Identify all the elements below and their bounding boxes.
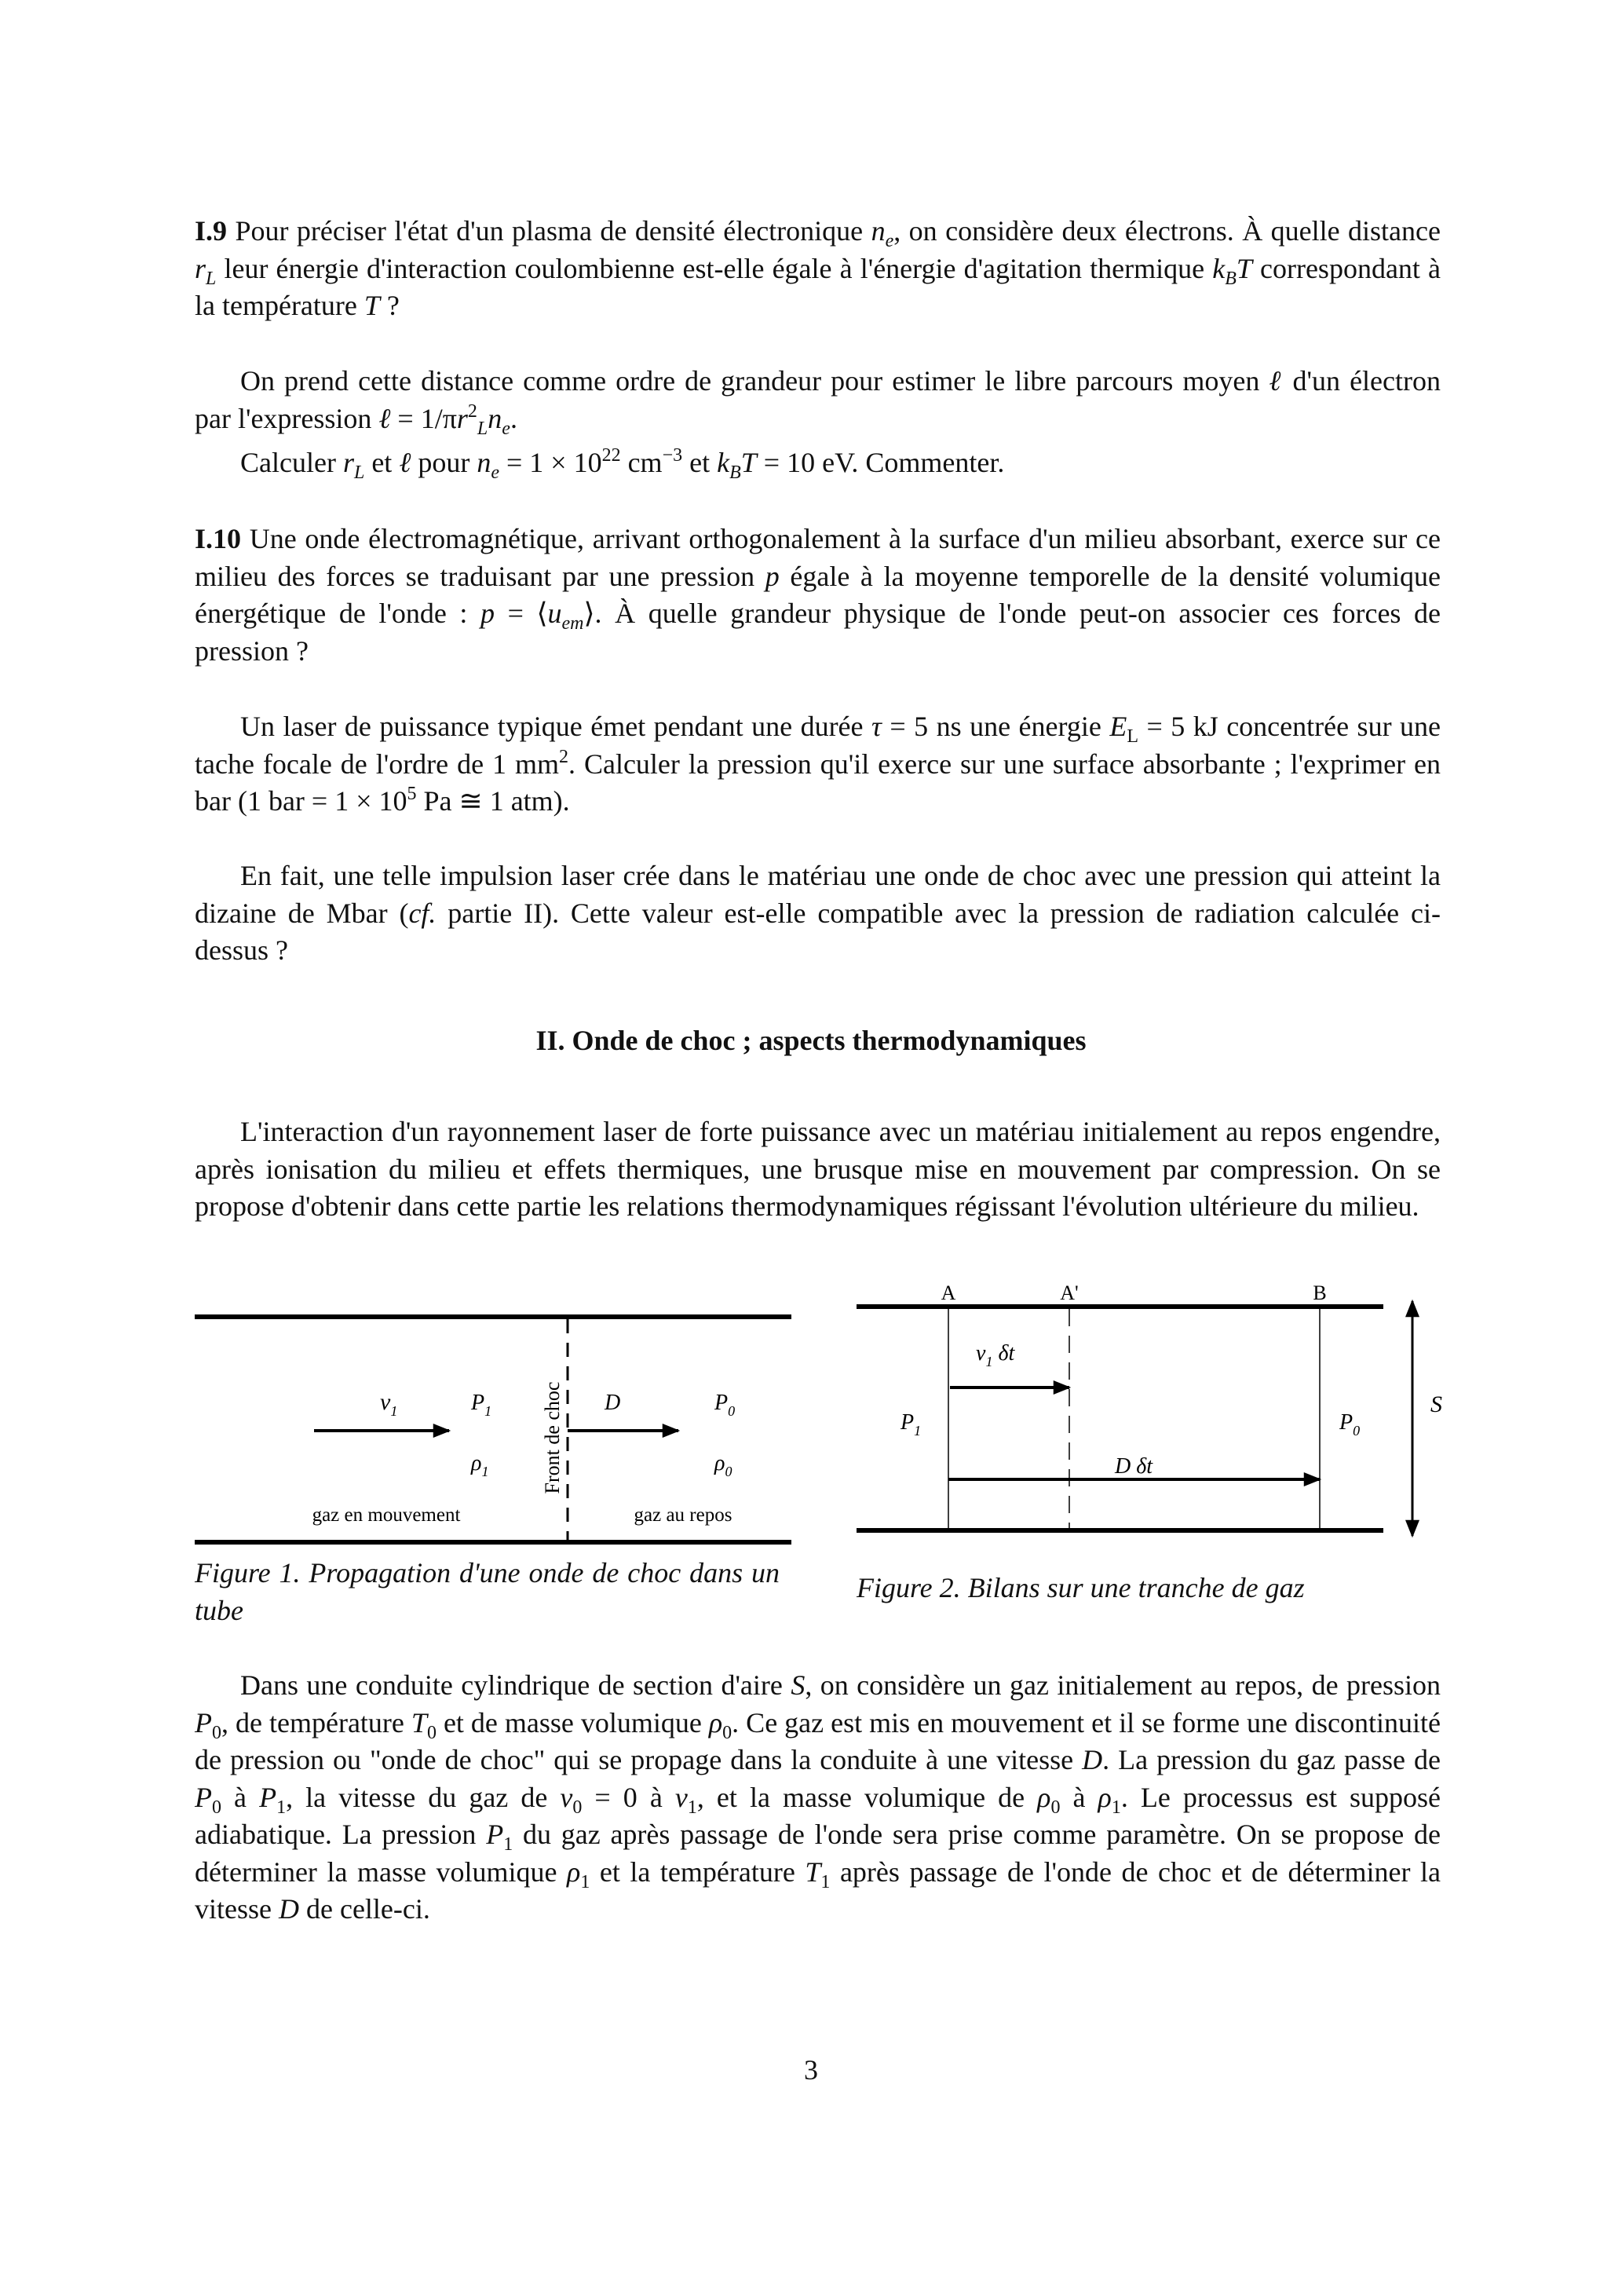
- text-segment: P: [259, 1781, 277, 1813]
- text-segment: ℓ: [399, 447, 411, 478]
- laser-paragraph: [195, 708, 1441, 821]
- S-label: S: [1430, 1391, 1442, 1417]
- text-segment: em: [561, 613, 584, 634]
- text-segment: 22: [601, 445, 621, 466]
- text-segment: et la température: [590, 1855, 806, 1888]
- text-segment: Dans une conduite cylindrique de section d'aire: [240, 1669, 791, 1701]
- text-segment: Calculer: [240, 447, 343, 478]
- text-segment: B: [729, 462, 741, 483]
- text-segment: Pour préciser l'état d'un plasma de densité électronique: [227, 215, 871, 247]
- text-segment: 0: [426, 1722, 437, 1743]
- P0-label: $P_0$: [1339, 1410, 1361, 1439]
- text-segment: e: [491, 462, 499, 483]
- text-segment: 1: [820, 1871, 831, 1892]
- text-segment: égale à la moyenne temporelle de la densité volumique énergétique de l'onde :: [195, 560, 1441, 629]
- text-segment: ?: [379, 290, 400, 321]
- text-segment: On prend cette distance comme ordre de grandeur pour estimer le libre parcours moyen: [240, 365, 1269, 397]
- text-segment: = 10 eV. Commenter.: [756, 447, 1005, 478]
- setup-paragraph: [195, 1667, 1441, 1929]
- text-segment: du gaz après passage de l'onde sera prise comme paramètre. On se propose de déterminer la masse volumique: [195, 1819, 1441, 1888]
- shock-front-label: Front de choc: [541, 1381, 564, 1494]
- text-segment: ℓ: [378, 402, 391, 434]
- text-segment: à: [1060, 1781, 1098, 1813]
- text-segment: 0: [722, 1722, 732, 1743]
- text-segment: correspondant à la température: [195, 252, 1441, 321]
- text-segment: r: [456, 402, 468, 434]
- text-segment: = 1/π: [390, 402, 457, 434]
- text-segment: pour: [411, 447, 477, 478]
- figure-2-caption: Figure 2. Bilans sur une tranche de gaz: [857, 1572, 1305, 1603]
- P0-label: $P_0$: [714, 1391, 736, 1419]
- text-segment: Un laser de puissance typique émet pendant une durée: [240, 711, 871, 742]
- Ddt-label: D δt: [1115, 1454, 1153, 1479]
- text-segment: = ⟨: [495, 598, 548, 629]
- text-segment: u: [547, 598, 562, 629]
- text-segment: et de masse volumique: [436, 1706, 709, 1738]
- text-segment: cm: [620, 447, 663, 478]
- text-segment: . Calculer la pression qu'il exerce sur une surface absorbante ; l'exprimer en bar (1 bar = 1 × 10: [195, 748, 1441, 817]
- text-segment: p: [765, 560, 780, 592]
- text-segment: ρ: [1037, 1781, 1051, 1813]
- text-segment: ⟩. À quelle grandeur physique de l'onde peut-on associer ces forces de pression ?: [195, 598, 1441, 667]
- text-segment: leur énergie d'interaction coulombienne est-elle égale à l'énergie d'agitation thermique: [216, 252, 1213, 284]
- text-segment: , on considère un gaz initialement au repos, de pression: [805, 1669, 1441, 1701]
- mean-free-path-paragraph: [195, 363, 1441, 437]
- text-segment: .: [510, 402, 517, 434]
- rho0-label: $\rho_0$: [714, 1451, 732, 1479]
- text-segment: 1: [503, 1834, 513, 1855]
- text-segment: r: [195, 252, 206, 284]
- text-segment: e: [885, 231, 894, 251]
- A-prime-label: A': [1060, 1281, 1079, 1304]
- figure-1: [195, 1317, 791, 1542]
- text-segment: L: [1127, 726, 1138, 747]
- text-segment: = 1 × 10: [499, 447, 602, 478]
- question-I10: [195, 521, 1441, 670]
- text-segment: 2: [559, 746, 568, 767]
- text-segment: et: [682, 447, 718, 478]
- text-segment: 0: [212, 1797, 221, 1818]
- P1-label: $P_1$: [901, 1410, 922, 1439]
- P1-label: $P_1$: [471, 1391, 492, 1419]
- text-segment: v: [560, 1781, 573, 1813]
- page-number: 3: [804, 2054, 818, 2086]
- text-segment: 1: [580, 1871, 590, 1892]
- text-segment: et: [364, 447, 400, 478]
- text-segment: après passage de l'onde de choc et de déterminer la vitesse: [195, 1855, 1441, 1925]
- text-segment: L: [206, 268, 217, 289]
- question-I9: [195, 213, 1441, 325]
- text-segment: , on considère deux électrons. À quelle distance: [893, 215, 1441, 247]
- text-segment: I.10: [195, 523, 242, 554]
- text-segment: k: [717, 447, 730, 478]
- text-segment: ρ: [1098, 1781, 1112, 1813]
- text-segment: T: [1236, 252, 1252, 284]
- text-segment: ρ: [567, 1855, 581, 1888]
- shock-pressure-paragraph: [195, 857, 1441, 970]
- text-segment: I.9: [195, 215, 228, 247]
- v1dt-label: $v_1$ δt: [976, 1341, 1015, 1369]
- moving-gas-label: gaz en mouvement: [312, 1504, 461, 1526]
- section-heading: II. Onde de choc ; aspects thermodynamiques: [535, 1025, 1087, 1056]
- text-segment: 5: [407, 784, 417, 804]
- text-segment: P: [195, 1781, 212, 1813]
- intro-paragraph: [195, 1113, 1441, 1226]
- text-segment: D: [278, 1893, 299, 1925]
- text-segment: . Ce gaz est mis en mouvement et il se forme une discontinuité de pression ou "onde de choc" qui se propage dans la conduite à une vitesse: [195, 1706, 1441, 1775]
- text-segment: k: [1212, 252, 1226, 284]
- text-segment: à: [221, 1781, 260, 1813]
- text-segment: cf.: [408, 897, 437, 929]
- text-segment: 0: [212, 1722, 221, 1743]
- text-segment: E: [1109, 711, 1127, 742]
- text-segment: ℓ: [1269, 365, 1284, 397]
- text-segment: r: [342, 447, 354, 478]
- text-segment: P: [195, 1706, 212, 1738]
- text-segment: T: [805, 1855, 821, 1888]
- text-segment: . Le processus est supposé adiabatique. La pression: [195, 1781, 1441, 1850]
- text-segment: T: [363, 290, 380, 321]
- text-segment: ρ: [708, 1706, 723, 1738]
- text-segment: 1: [276, 1797, 287, 1818]
- text-segment: T: [740, 447, 757, 478]
- resting-gas-label: gaz au repos: [634, 1504, 732, 1526]
- text-segment: Pa ≅ 1 atm).: [416, 785, 570, 817]
- text-segment: e: [502, 418, 510, 439]
- text-segment: S: [791, 1669, 806, 1701]
- figure-2: [857, 1281, 1442, 1536]
- A-label: A: [941, 1281, 956, 1304]
- text-segment: P: [486, 1819, 504, 1850]
- B-label: B: [1313, 1281, 1327, 1304]
- text-segment: L'interaction d'un rayonnement laser de forte puissance avec un matériau initialement au repos engendre, après ionisation du milieu et effets thermiques, une brusque mise en mouvement par compression. On se propose d'obtenir dans cette partie les relations thermodynamiques régissant l'évolution ultérieure du milieu.: [195, 1116, 1441, 1222]
- text-segment: d'un électron par l'expression: [195, 365, 1441, 434]
- text-segment: de celle-ci.: [298, 1893, 430, 1925]
- text-segment: n: [477, 447, 491, 478]
- text-segment: , et la masse volumique de: [696, 1781, 1038, 1813]
- text-segment: = 5 ns une énergie: [881, 711, 1110, 742]
- D-label: D: [605, 1391, 621, 1415]
- text-segment: = 5 kJ concentrée sur une tache focale de l'ordre de 1 mm: [195, 711, 1441, 780]
- text-segment: , de température: [221, 1706, 411, 1738]
- text-segment: 2: [467, 400, 477, 422]
- calculate-paragraph: [195, 444, 1441, 482]
- v1-label: $v_1$: [380, 1389, 398, 1419]
- text-segment: , la vitesse du gaz de: [286, 1781, 561, 1813]
- text-segment: n: [488, 402, 502, 434]
- text-segment: n: [871, 215, 886, 247]
- text-segment: L: [477, 418, 488, 439]
- text-segment: 0: [1050, 1797, 1061, 1818]
- text-segment: τ: [871, 711, 882, 742]
- text-segment: −3: [662, 445, 683, 466]
- rho1-label: $\rho_1$: [471, 1451, 489, 1479]
- text-segment: . La pression du gaz passe de: [1102, 1744, 1441, 1775]
- text-segment: D: [1082, 1744, 1103, 1775]
- figure-1-caption: Figure 1. Propagation d'une onde de choc dans un tube: [195, 1557, 780, 1626]
- text-segment: 1: [687, 1797, 697, 1818]
- text-segment: En fait, une telle impulsion laser crée dans le matériau une onde de choc avec une pression qui atteint la dizaine de Mbar (: [195, 860, 1441, 929]
- text-segment: B: [1225, 268, 1237, 289]
- text-segment: p: [480, 598, 495, 629]
- text-segment: 0: [572, 1797, 583, 1818]
- text-segment: v: [674, 1781, 688, 1813]
- text-segment: Une onde électromagnétique, arrivant orthogonalement à la surface d'un milieu absorbant, exerce sur ce milieu des forces se traduisant par une pression: [195, 523, 1441, 592]
- text-segment: = 0 à: [582, 1781, 675, 1813]
- text-segment: 1: [1111, 1797, 1121, 1818]
- text-segment: partie II). Cette valeur est-elle compatible avec la pression de radiation calculée ci-dessus ?: [195, 897, 1441, 966]
- text-segment: T: [411, 1706, 427, 1738]
- text-segment: L: [353, 462, 365, 483]
